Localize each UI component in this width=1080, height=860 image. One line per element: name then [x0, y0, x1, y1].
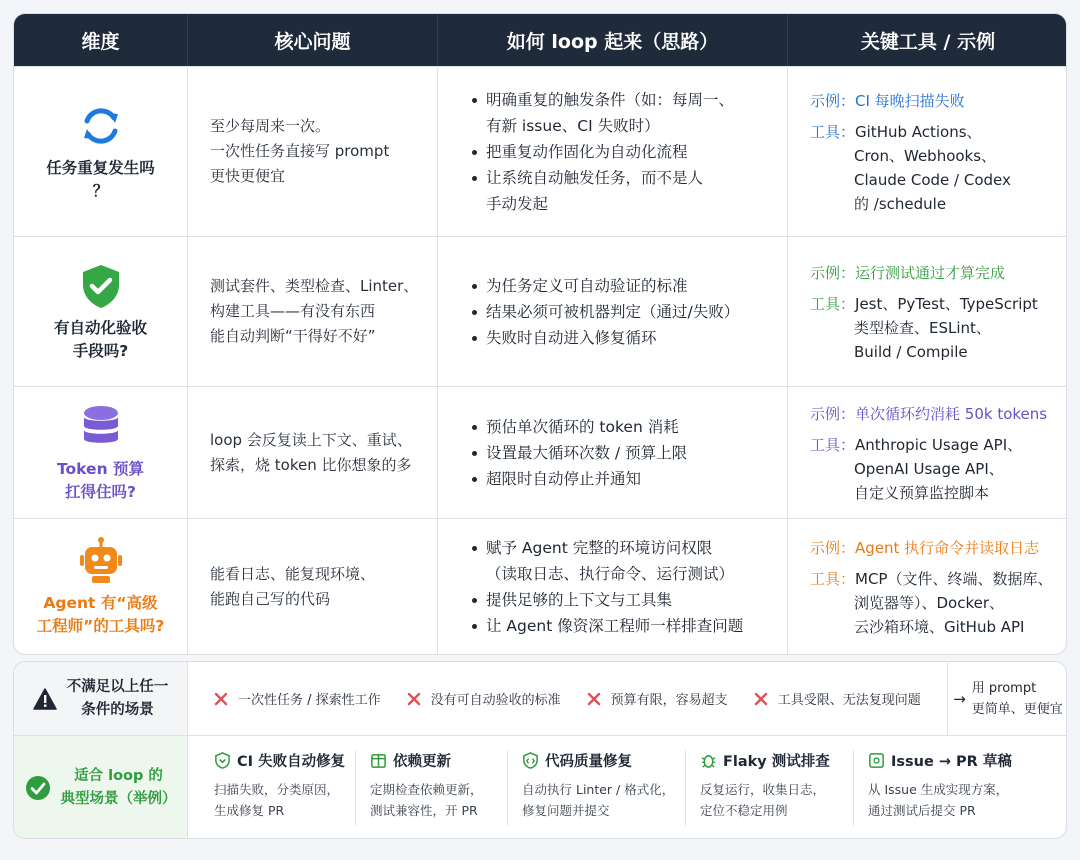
tools-cell: [788, 67, 1067, 236]
right-arrow-icon: →: [953, 689, 966, 708]
tools-text: Cron、Webhooks、: [854, 146, 997, 165]
case-desc-line: 从 Issue 生成实现方案，: [868, 782, 1009, 797]
case-desc-line: 定位不稳定用例: [700, 803, 788, 818]
dimension-label-line: Agent 有“高级: [43, 593, 158, 612]
example-line: [810, 535, 1056, 561]
dimension-label-line: 工程师”的工具吗?: [36, 616, 165, 635]
not-fit-item: [407, 689, 561, 708]
case-desc-line: 反复运行，收集日志，: [700, 782, 826, 797]
database-icon: [76, 402, 126, 452]
robot-icon: [76, 536, 126, 586]
approach-bullet-cont: （读取日志、执行命令、运行测试）: [486, 564, 735, 583]
advice-line: 用 prompt: [971, 680, 1037, 696]
problem-line: 能跑自己写的代码: [210, 589, 331, 608]
shield-check-icon: [76, 261, 126, 311]
example-text: 单次循环约消耗 50k tokens: [855, 404, 1048, 423]
problem-line: 更快更便宜: [210, 167, 286, 185]
tools-text: Claude Code / Codex: [854, 170, 1011, 189]
comparison-table: [13, 13, 1067, 655]
x-mark-icon: [587, 692, 601, 706]
case-head: [868, 750, 1052, 771]
dimension-cell: [14, 519, 188, 654]
problem-line: loop 会反复读上下文、重试、: [210, 430, 412, 449]
dimension-label-line: Token 预算: [57, 459, 144, 478]
x-mark-icon: [407, 692, 421, 706]
approach-bullet: 明确重复的触发条件（如：每周一、: [472, 87, 761, 113]
tools-text: GitHub Actions、: [855, 122, 982, 141]
example-label: 示例：: [810, 404, 856, 423]
dimension-label-line: 任务重复发生吗: [46, 158, 155, 177]
approach-bullet-cont: 手动发起: [486, 194, 549, 213]
approach-bullet: 让 Agent 像资深工程师一样排查问题: [472, 613, 761, 639]
dimension-cell: [14, 67, 188, 236]
case-issue-to-pr: [854, 750, 1066, 826]
case-title: Issue → PR 草稿: [891, 754, 1012, 770]
tools-text: Jest、PyTest、TypeScript: [855, 294, 1038, 313]
problem-cell: [188, 519, 438, 654]
dimension-label-line: 手段吗?: [72, 341, 129, 360]
example-line: [810, 260, 1056, 286]
approach-bullet: 为任务定义可自动验证的标准: [472, 273, 761, 299]
not-fit-item-text: 没有可自动验收的标准: [430, 693, 561, 708]
table-row-agent-tools: [14, 518, 1066, 654]
case-flaky-tests: [686, 750, 854, 826]
case-desc-line: 自动执行 Linter / 格式化，: [522, 782, 675, 797]
x-mark-icon: [214, 692, 228, 706]
tools-line: [810, 292, 1056, 316]
case-desc-line: 扫描失败，分类原因，: [214, 782, 340, 797]
tools-text: Anthropic Usage API、: [855, 435, 1023, 454]
case-desc-line: 修复问题并提交: [522, 803, 610, 818]
dimension-label-line: ？: [92, 181, 109, 200]
case-head: [214, 750, 346, 771]
label-line: 不满足以上任一: [66, 678, 169, 695]
case-head: [700, 750, 839, 771]
not-fit-row: [14, 662, 1067, 736]
problem-line: 能自动判断“干得好不好”: [210, 327, 376, 345]
tools-text: 云沙箱环境、GitHub API: [854, 617, 1025, 636]
approach-bullet: 让系统自动触发任务，而不是人: [472, 165, 761, 191]
not-fit-item-text: 一次性任务 / 探索性工作: [238, 693, 381, 708]
case-code-quality: [508, 750, 686, 826]
not-fit-item: [754, 689, 921, 708]
approach-bullet: 预估单次循环的 token 消耗: [472, 414, 761, 440]
example-label: 示例：: [810, 263, 856, 282]
approach-cell: [438, 519, 788, 654]
case-desc-line: 生成修复 PR: [214, 803, 285, 818]
case-desc-line: 通过测试后提交 PR: [868, 803, 976, 818]
not-fit-item: [214, 689, 381, 708]
header-dimension: 维度: [14, 14, 188, 66]
fit-label: [14, 736, 188, 839]
table-row-verification: [14, 236, 1066, 386]
table-row-repeat: [14, 66, 1066, 236]
dimension-cell: [14, 237, 188, 386]
problem-line: 一次性任务直接写 prompt: [210, 142, 390, 160]
example-label: 示例：: [810, 91, 856, 110]
problem-cell: [188, 237, 438, 386]
case-title: 依赖更新: [393, 754, 451, 770]
tools-label: 工具：: [810, 435, 856, 454]
approach-bullet: 提供足够的上下文与工具集: [472, 587, 761, 613]
example-text: CI 每晚扫描失败: [855, 91, 965, 110]
tools-text: 类型检查、ESLint、: [854, 318, 991, 337]
problem-cell: [188, 67, 438, 236]
not-fit-item: [587, 689, 728, 708]
label-line: 典型场景（举例）: [60, 791, 177, 807]
approach-cell: [438, 67, 788, 236]
x-mark-icon: [754, 692, 768, 706]
package-icon: [370, 752, 387, 769]
tools-line: [810, 567, 1056, 591]
approach-bullet: 把重复动作固化为自动化流程: [472, 139, 761, 165]
tools-line: [810, 433, 1056, 457]
fit-label-text: [61, 765, 177, 811]
dimension-label-line: 扛得住吗?: [65, 482, 136, 501]
approach-bullet: 失败时自动进入修复循环: [472, 325, 761, 351]
tools-text: 自定义预算监控脚本: [854, 483, 990, 502]
dimension-label: [37, 592, 165, 638]
check-circle-icon: [25, 775, 51, 801]
advice-text: [972, 678, 1063, 720]
problem-line: 构建工具——有没有东西: [210, 302, 376, 320]
label-line: 适合 loop 的: [74, 768, 163, 784]
table-row-token-budget: [14, 386, 1066, 518]
tools-line: [810, 120, 1056, 144]
not-fit-advice: [948, 662, 1067, 735]
not-fit-label-text: [67, 676, 169, 722]
header-approach: 如何 loop 起来（思路）: [438, 14, 788, 66]
problem-line: 能看日志、能复现环境、: [210, 564, 376, 583]
not-fit-item-text: 工具受限、无法复现问题: [777, 693, 921, 708]
not-fit-items: [188, 662, 948, 735]
issue-icon: [868, 752, 885, 769]
example-text: 运行测试通过才算完成: [855, 263, 1006, 282]
tools-text: Build / Compile: [854, 342, 968, 361]
dimension-cell: [14, 387, 188, 518]
refresh-arrows-icon: [76, 101, 126, 151]
bug-icon: [700, 752, 717, 769]
dimension-label: [54, 317, 147, 363]
example-line: [810, 88, 1056, 114]
case-title: Flaky 测试排查: [723, 754, 830, 770]
header-tools: 关键工具 / 示例: [860, 30, 996, 53]
case-desc-line: 定期检查依赖更新，: [370, 782, 483, 797]
fit-row: [14, 736, 1067, 839]
problem-line: 至少每周来一次。: [210, 117, 331, 135]
approach-bullet: 赋予 Agent 完整的环境访问权限: [472, 535, 761, 561]
example-label: 示例：: [810, 538, 856, 557]
case-desc-line: 测试兼容性，开 PR: [370, 803, 478, 818]
dimension-label: [46, 157, 155, 203]
not-fit-label: [14, 662, 188, 735]
tools-label: 工具：: [810, 122, 856, 141]
fit-cases: [188, 736, 1067, 839]
shield-bug-icon: [214, 752, 231, 769]
shield-code-icon: [522, 752, 539, 769]
case-dependency-update: [356, 750, 508, 826]
approach-bullet: 超限时自动停止并通知: [472, 466, 761, 492]
advice-line: 更简单、更便宜: [971, 701, 1063, 717]
case-title: 代码质量修复: [545, 754, 632, 770]
approach-cell: [438, 387, 788, 518]
tools-cell: [788, 237, 1067, 386]
tools-text: 浏览器等）、Docker、: [854, 593, 1005, 612]
problem-cell: [188, 387, 438, 518]
label-line: 条件的场景: [81, 701, 154, 718]
case-title: CI 失败自动修复: [237, 754, 346, 770]
problem-line: 探索，烧 token 比你想象的多: [210, 455, 412, 474]
case-ci-fix: [188, 750, 356, 826]
table-header: [14, 14, 1066, 66]
example-line: [810, 401, 1056, 427]
tools-text: OpenAI Usage API、: [854, 459, 1004, 478]
case-head: [370, 750, 493, 771]
tools-label: 工具：: [810, 569, 856, 588]
approach-bullet-cont: 有新 issue、CI 失败时）: [486, 116, 660, 135]
dimension-label-line: 有自动化验收: [53, 318, 147, 337]
scenario-panel: [13, 661, 1067, 839]
header-core-question: 核心问题: [188, 14, 438, 66]
tools-cell: [788, 387, 1067, 518]
approach-cell: [438, 237, 788, 386]
example-text: Agent 执行命令并读取日志: [855, 538, 1040, 557]
tools-text: 的 /schedule: [854, 194, 947, 213]
approach-bullet: 设置最大循环次数 / 预算上限: [472, 440, 761, 466]
dimension-label: [57, 458, 144, 504]
tools-text: MCP（文件、终端、数据库、: [855, 569, 1053, 588]
approach-bullet: 结果必须可被机器判定（通过/失败）: [472, 299, 761, 325]
tools-label: 工具：: [810, 294, 856, 313]
not-fit-item-text: 预算有限，容易超支: [610, 693, 728, 708]
case-head: [522, 750, 671, 771]
warning-triangle-icon: [33, 688, 57, 710]
problem-line: 测试套件、类型检查、Linter、: [210, 277, 419, 295]
tools-cell: [788, 519, 1067, 654]
